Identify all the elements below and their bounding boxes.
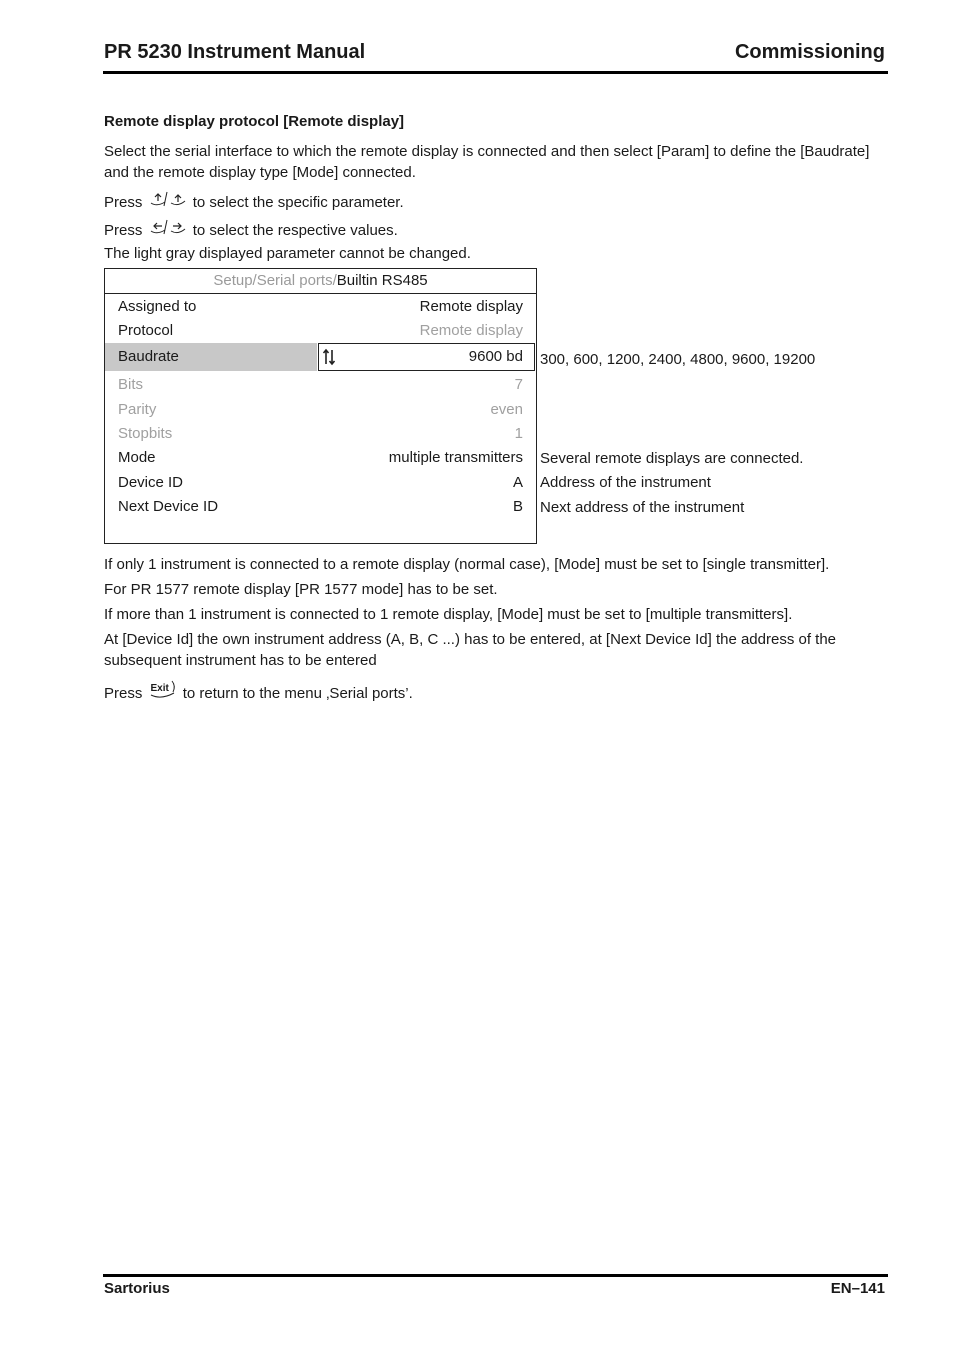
row-stopbits <box>105 423 536 445</box>
row-baudrate-selected[interactable] <box>105 343 317 371</box>
row-protocol <box>105 320 536 342</box>
body-paragraph: At [Device Id] the own instrument address (A, B, C ...) has to be entered, at [Next Device Id] the address of the subsequent instrument has to be entered <box>104 631 837 669</box>
row-label: Assigned to <box>118 298 197 315</box>
next-device-id-note: Next address of the instrument <box>540 499 745 516</box>
press-label: Press <box>104 193 143 211</box>
section-heading: Remote display protocol [Remote display] <box>104 113 405 130</box>
gray-parameter-note: The light gray displayed parameter cannot be changed. <box>104 245 471 262</box>
row-assigned-to[interactable] <box>105 296 536 318</box>
row-value: Remote display <box>419 298 523 315</box>
page-number: EN–141 <box>830 1280 885 1297</box>
row-next-device-id[interactable] <box>105 496 536 518</box>
press-description: to return to the menu ‚Serial ports’. <box>182 684 413 702</box>
row-label: Baudrate <box>118 348 179 365</box>
press-description: to select the specific parameter. <box>192 193 404 211</box>
left-right-keys-icon <box>149 218 187 242</box>
row-value: even <box>490 401 523 418</box>
document-title: PR 5230 Instrument Manual <box>104 41 366 63</box>
row-value: 7 <box>514 376 523 393</box>
row-label: Next Device ID <box>118 498 219 515</box>
intro-paragraph: Select the serial interface to which the remote display is connected and then select [Param] to define the [Baudrate] and the remote display type [Mode] connected. <box>104 143 870 181</box>
chapter-title: Commissioning <box>734 41 885 63</box>
row-label: Bits <box>118 376 144 393</box>
breadcrumb-current: Builtin RS485 <box>336 272 428 289</box>
up-down-arrows-icon <box>323 346 335 372</box>
row-device-id[interactable] <box>105 472 536 494</box>
body-paragraph: If more than 1 instrument is connected to 1 remote display, [Mode] must be set to [multiple transmitters]. <box>104 606 793 623</box>
press-left-right-line <box>104 218 398 244</box>
row-label: Protocol <box>118 322 174 339</box>
header-rule <box>103 71 888 74</box>
row-label: Device ID <box>118 474 184 491</box>
device-id-note: Address of the instrument <box>540 474 711 491</box>
exit-key-icon <box>149 682 177 704</box>
footer-rule <box>103 1274 888 1277</box>
body-paragraph: If only 1 instrument is connected to a remote display (normal case), [Mode] must be set to [single transmitter]. <box>104 556 830 573</box>
row-parity <box>105 399 536 421</box>
press-exit-line <box>104 682 413 706</box>
panel-breadcrumb <box>105 269 536 294</box>
row-label: Parity <box>118 401 157 418</box>
row-value: B <box>512 498 523 515</box>
press-label: Press <box>104 221 143 239</box>
row-value: multiple transmitters <box>388 449 523 466</box>
baudrate-options-note: 300, 600, 1200, 2400, 4800, 9600, 19200 <box>540 351 816 368</box>
footer-company: Sartorius <box>104 1280 170 1297</box>
row-value: 1 <box>514 425 523 442</box>
press-description: to select the respective values. <box>192 221 398 239</box>
baudrate-value-field[interactable] <box>318 343 535 371</box>
row-mode[interactable] <box>105 447 536 469</box>
breadcrumb-path: Setup/Serial ports/ <box>213 272 337 289</box>
row-label: Mode <box>118 449 156 466</box>
row-value: A <box>512 474 523 491</box>
row-label: Stopbits <box>118 425 173 442</box>
body-paragraph: For PR 1577 remote display [PR 1577 mode] has to be set. <box>104 581 498 598</box>
mode-note: Several remote displays are connected. <box>540 450 804 467</box>
press-label: Press <box>104 684 143 702</box>
baudrate-value: 9600 bd <box>468 348 523 365</box>
serial-port-settings-panel <box>104 268 537 544</box>
row-value: Remote display <box>419 322 523 339</box>
exit-key-label: Exit <box>150 683 169 694</box>
press-up-down-line <box>104 190 404 216</box>
up-down-keys-icon <box>149 190 187 214</box>
row-bits <box>105 374 536 396</box>
